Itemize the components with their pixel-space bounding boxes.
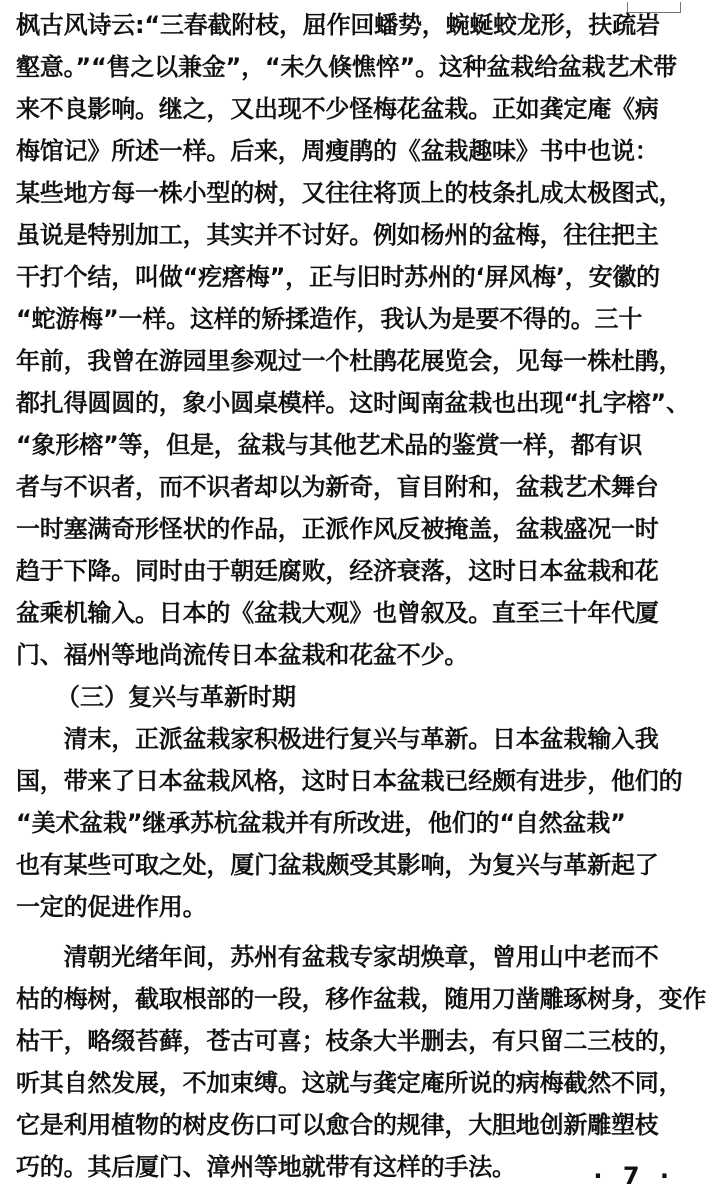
text-line: 听其自然发展，不加束缚。这就与龚定庵所说的病梅截然不同， [16,1069,683,1097]
text-line: 趋于下降。同时由于朝廷腐败，经济衰落，这时日本盆栽和花 [16,557,659,585]
text-line: 盆乘机输入。日本的《盆栽大观》也曾叙及。直至三十年代厦 [16,599,659,627]
text-line: 梅馆记》所述一样。后来，周瘦鹃的《盆栽趣味》书中也说： [16,137,659,165]
text-line: 虽说是特别加工，其实并不讨好。例如杨州的盆梅，往往把主 [16,221,659,249]
paragraph-2 [16,718,693,928]
page-number: · 7 · [593,1162,675,1190]
text-line: “象形榕”等，但是，盆栽与其他艺术品的鉴赏一样，都有识 [16,431,643,459]
text-line: 一时塞满奇形怪状的作品，正派作风反被掩盖，盆栽盛况一时 [16,515,659,543]
text-line: “蛇游梅”一样。这样的矫揉造作，我认为是要不得的。三十 [16,305,643,333]
text-line: 者与不识者，而不识者却以为新奇，盲目附和，盆栽艺术舞台 [16,473,659,501]
text-line: 清末，正派盆栽家积极进行复兴与革新。日本盆栽输入我 [16,725,659,753]
text-line: 枯的梅树，截取根部的一段，移作盆栽，随用刀凿雕琢树身，变作 [16,985,707,1013]
text-line: 枯干，略缀苔藓，苍古可喜；枝条大半删去，有只留二三枝的， [16,1027,683,1055]
text-line: 也有某些可取之处，厦门盆栽颇受其影响，为复兴与革新起了 [16,851,659,879]
text-line: 壑意。”“售之以兼金”，“未久倏憔悴”。这种盆栽给盆栽艺术带 [16,53,677,81]
paragraph-3 [16,936,707,1188]
text-line: 清朝光绪年间，苏州有盆栽专家胡焕章，曾用山中老而不 [16,943,659,971]
paragraph-1 [16,4,693,676]
text-line: 巧的。其后厦门、漳州等地就带有这样的手法。 [16,1153,516,1181]
text-line: 国，带来了日本盆栽风格，这时日本盆栽已经颇有进步，他们的 [16,767,683,795]
corner-box-decoration [627,2,681,13]
text-line: 门、福州等地尚流传日本盆栽和花盆不少。 [16,641,469,669]
text-line: 都扎得圆圆的，象小圆桌模样。这时闽南盆栽也出现“扎字榕”、 [16,389,690,417]
document-page [16,4,707,1203]
paragraph-gap [16,928,693,936]
text-line: 枫古风诗云:“三春截附枝，屈作回蟠势，蜿蜒蛟龙形，扶疏岩 [16,11,660,39]
text-line: 来不良影响。继之，又出现不少怪梅花盆栽。正如龚定庵《病 [16,95,659,123]
text-line: 某些地方每一株小型的树，又往往将顶上的枝条扎成太极图式， [16,179,683,207]
text-line: “美术盆栽”继承苏杭盆栽并有所改进，他们的“自然盆栽” [16,809,626,837]
text-line: 干打个结，叫做“疙瘩梅”，正与旧时苏州的‘屏风梅’，安徽的 [16,263,660,291]
text-line: 一定的促进作用。 [16,893,207,921]
text-line: 年前，我曾在游园里参观过一个杜鹃花展览会，见每一株杜鹃， [16,347,683,375]
text-line: 它是利用植物的树皮伤口可以愈合的规律，大胆地创新雕塑枝 [16,1111,659,1139]
section-heading: （三）复兴与革新时期 [56,683,296,711]
